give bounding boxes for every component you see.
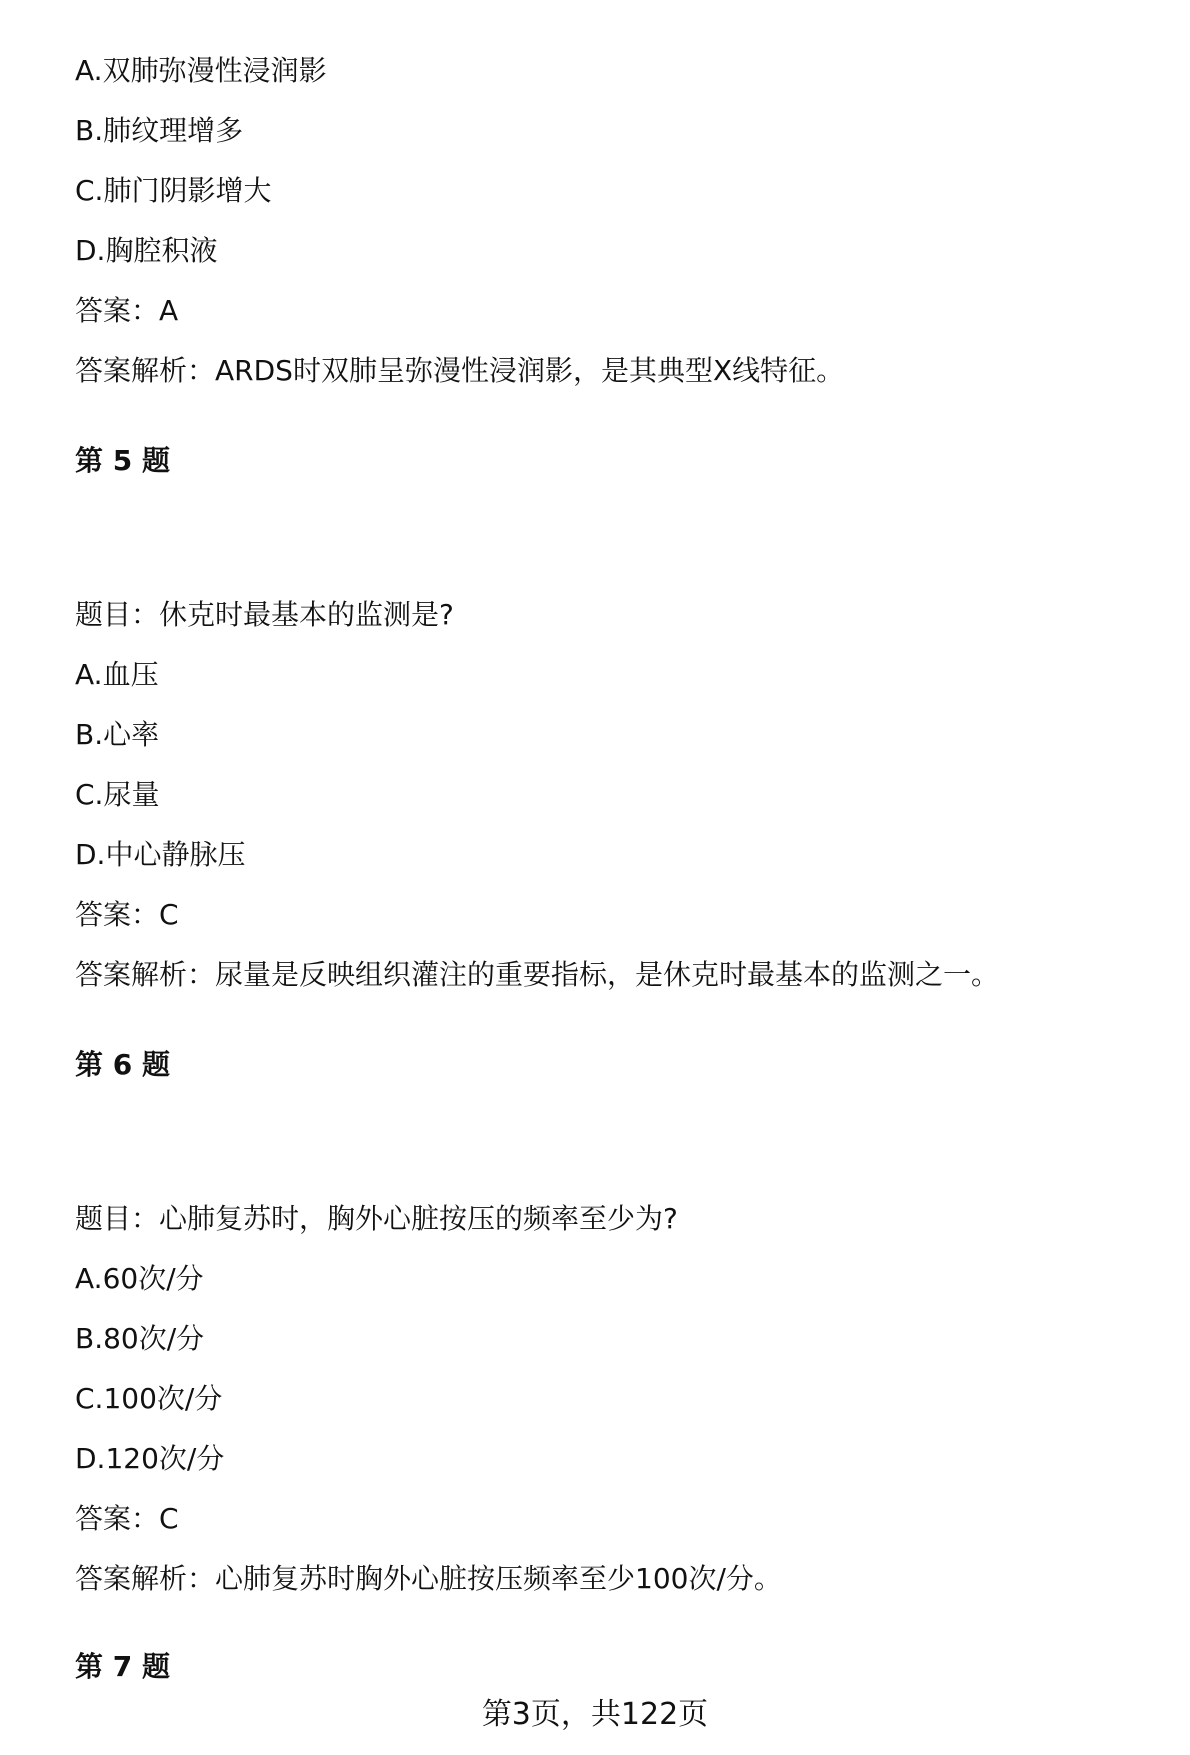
q6-option-b: B.80次/分	[75, 1322, 205, 1355]
q4-option-b: B.肺纹理增多	[75, 114, 244, 147]
q6-answer: 答案：C	[75, 1502, 179, 1535]
q6-explanation: 答案解析：心肺复苏时胸外心脏按压频率至少100次/分。	[75, 1562, 782, 1595]
q4-option-d: D.胸腔积液	[75, 234, 218, 267]
q5-heading: 第 5 题	[75, 444, 170, 477]
q5-option-d: D.中心静脉压	[75, 838, 246, 871]
q5-option-b: B.心率	[75, 718, 160, 751]
q4-option-c: C.肺门阴影增大	[75, 174, 272, 207]
q6-option-c: C.100次/分	[75, 1382, 223, 1415]
q5-question: 题目：休克时最基本的监测是?	[75, 598, 454, 631]
q5-option-a: A.血压	[75, 658, 159, 691]
q6-option-d: D.120次/分	[75, 1442, 225, 1475]
q4-explanation: 答案解析：ARDS时双肺呈弥漫性浸润影，是其典型X线特征。	[75, 354, 845, 387]
q7-heading: 第 7 题	[75, 1650, 170, 1683]
q5-explanation: 答案解析：尿量是反映组织灌注的重要指标，是休克时最基本的监测之一。	[75, 958, 1000, 991]
q4-option-a: A.双肺弥漫性浸润影	[75, 54, 327, 87]
q6-heading: 第 6 题	[75, 1048, 170, 1081]
q4-answer: 答案：A	[75, 294, 179, 327]
q6-option-a: A.60次/分	[75, 1262, 204, 1295]
page-footer: 第3页，共122页	[481, 1697, 709, 1732]
q5-answer: 答案：C	[75, 898, 179, 931]
q5-option-c: C.尿量	[75, 778, 160, 811]
q6-question: 题目：心肺复苏时，胸外心脏按压的频率至少为?	[75, 1202, 678, 1235]
